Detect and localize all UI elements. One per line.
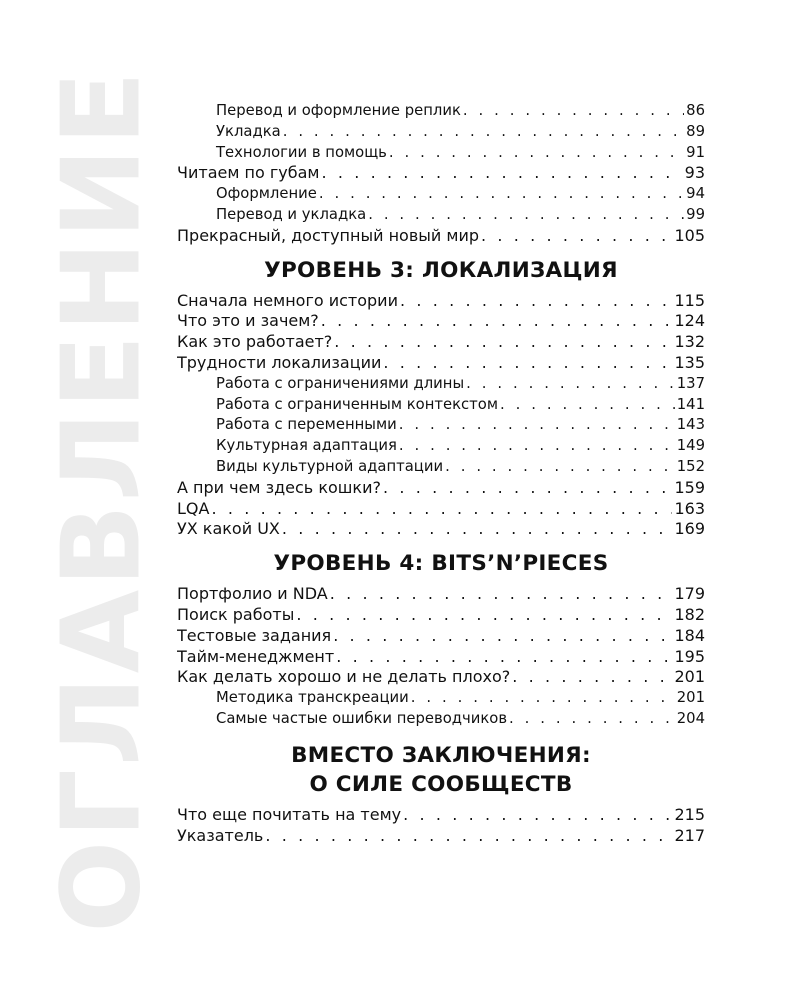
toc-group-level-3: [177, 291, 705, 541]
toc-entry-page: 124: [674, 311, 705, 331]
toc-entry-title: Указатель: [177, 825, 264, 845]
toc-leader-dots: [211, 499, 672, 520]
toc-leader-dots: [321, 311, 673, 332]
toc-entry-page: 115: [674, 290, 705, 310]
toc-leader-dots: [512, 667, 672, 688]
toc-entry-page: 182: [674, 604, 705, 624]
toc-leader-dots: [334, 332, 672, 353]
toc-entry-title: Тайм-менеджмент: [177, 646, 335, 666]
toc-leader-dots: [400, 291, 672, 312]
toc-entry-page: 132: [674, 332, 705, 352]
toc-entry: [177, 709, 705, 730]
toc-entry: [177, 374, 705, 395]
toc-entry-page: 137: [676, 374, 705, 392]
toc-leader-dots: [500, 395, 675, 416]
toc-entry-title: Как это работает?: [177, 332, 333, 352]
toc-entry: [177, 584, 705, 605]
toc-entry-page: 94: [686, 185, 705, 203]
toc-entry-title: Технологии в помощь: [216, 143, 387, 161]
toc-entry-title: Виды культурной адаптации: [216, 457, 444, 475]
toc-entry-title: Трудности локализации: [177, 352, 382, 372]
toc-entry-page: 99: [686, 205, 705, 223]
toc-leader-dots: [411, 688, 675, 709]
toc-entry-page: 159: [674, 477, 705, 497]
toc-entry-title: Поиск работы: [177, 604, 295, 624]
toc-entry-title: УХ какой UX: [177, 519, 280, 539]
toc-entry-title: Самые частые ошибки переводчиков: [216, 709, 508, 727]
toc-entry-title: Культурная адаптация: [216, 437, 397, 455]
toc-entry: [177, 457, 705, 478]
toc-entry-page: 93: [684, 163, 705, 183]
toc-entry-title: Работа с ограниченным контекстом: [216, 395, 499, 413]
toc-entry-title: Методика транскреации: [216, 689, 409, 707]
toc-leader-dots: [445, 457, 675, 478]
toc-entry-page: 163: [674, 498, 705, 518]
toc-entry: [177, 395, 705, 416]
toc-group-conclusion: [177, 805, 705, 847]
toc-leader-dots: [399, 415, 675, 436]
toc-entry: [177, 226, 705, 247]
toc-group-level-4: [177, 584, 705, 730]
toc-entry-title: Что еще почитать на тему: [177, 804, 402, 824]
toc-entry-title: Перевод и оформление реплик: [216, 102, 461, 119]
toc-entry: [177, 478, 705, 499]
toc-entry: [177, 291, 705, 312]
toc-entry-page: 135: [674, 352, 705, 372]
section-heading-level-3: УРОВЕНЬ 3: ЛОКАЛИЗАЦИЯ: [264, 257, 618, 283]
toc-entry-title: Как делать хорошо и не делать плохо?: [177, 667, 511, 687]
section-heading-conclusion: [177, 741, 705, 799]
toc-entry: [177, 605, 705, 626]
toc-leader-dots: [265, 826, 672, 847]
toc-entry: [177, 143, 705, 164]
section-heading-level-4: УРОВЕНЬ 4: BITS’N’PIECES: [273, 551, 609, 577]
toc-entry: [177, 163, 705, 184]
toc-leader-dots: [481, 226, 672, 247]
toc-entry: [177, 626, 705, 647]
toc-leader-dots: [399, 436, 675, 457]
side-title-text: ОГЛАВЛЕНИЕ: [39, 67, 165, 933]
toc-entry: [177, 499, 705, 520]
toc-entry: [177, 311, 705, 332]
toc-entry-title: Укладка: [216, 122, 281, 140]
toc-leader-dots: [283, 122, 684, 143]
toc-entry: [177, 205, 705, 226]
toc-entry-page: 152: [676, 457, 705, 475]
toc-entry-page: 201: [674, 667, 705, 687]
toc-entry-title: Портфолио и NDA: [177, 584, 328, 604]
toc-entry: [177, 436, 705, 457]
toc-entry: [177, 647, 705, 668]
toc-leader-dots: [336, 647, 672, 668]
toc-entry-page: 141: [676, 395, 705, 413]
toc-leader-dots: [282, 519, 673, 540]
toc-leader-dots: [509, 709, 675, 730]
side-title-watermark: [39, 67, 165, 933]
toc-entry-title: Читаем по губам: [177, 163, 320, 183]
section-heading-conclusion-line1: ВМЕСТО ЗАКЛЮЧЕНИЯ:: [291, 742, 591, 768]
toc-entry-page: 91: [686, 143, 705, 161]
toc-entry-title: Прекрасный, доступный новый мир: [177, 225, 480, 245]
toc-entry: [177, 332, 705, 353]
toc-entry-page: 89: [686, 122, 705, 140]
toc-entry: [177, 415, 705, 436]
toc-entry: [177, 519, 705, 540]
toc-entry-page: 201: [676, 689, 705, 707]
toc-entry: [177, 184, 705, 205]
toc-entry-title: LQA: [177, 498, 210, 518]
toc-entry: [177, 805, 705, 826]
toc-leader-dots: [466, 374, 675, 395]
toc-leader-dots: [319, 184, 684, 205]
toc-entry-page: 179: [674, 584, 705, 604]
toc-entry-page: 149: [676, 437, 705, 455]
toc-entry: [177, 353, 705, 374]
toc-entry-page: 105: [674, 225, 705, 245]
toc-leader-dots: [368, 205, 684, 226]
toc-leader-dots: [321, 163, 682, 184]
section-heading-conclusion-line2: О СИЛЕ СООБЩЕСТВ: [309, 771, 573, 797]
toc-entry: [177, 826, 705, 847]
table-of-contents: [177, 101, 705, 846]
toc-entry-page: 143: [676, 416, 705, 434]
toc-leader-dots: [403, 805, 672, 826]
toc-entry-title: Что это и зачем?: [177, 311, 319, 331]
toc-entry-title: Оформление: [216, 185, 317, 203]
toc-entry: [177, 101, 705, 122]
toc-entry-title: Сначала немного истории: [177, 290, 398, 310]
toc-entry-page: 195: [674, 646, 705, 666]
toc-entry: [177, 667, 705, 688]
toc-entry-title: Перевод и укладка: [216, 205, 367, 223]
toc-entry: [177, 688, 705, 709]
toc-entry-page: 215: [674, 804, 705, 824]
toc-entry-page: 169: [674, 519, 705, 539]
toc-entry-title: Тестовые задания: [177, 625, 332, 645]
toc-leader-dots: [296, 605, 672, 626]
toc-entry-page: 217: [674, 825, 705, 845]
toc-leader-dots: [463, 101, 684, 122]
toc-entry-page: 184: [674, 625, 705, 645]
toc-leader-dots: [383, 353, 672, 374]
toc-leader-dots: [383, 478, 672, 499]
toc-entry: [177, 122, 705, 143]
toc-leader-dots: [389, 143, 684, 164]
toc-entry-page: 204: [676, 709, 705, 727]
toc-entry-page: 86: [686, 102, 705, 119]
toc-entry-title: Работа с переменными: [216, 416, 397, 434]
toc-group-top: [177, 101, 705, 247]
toc-leader-dots: [330, 584, 673, 605]
toc-entry-title: А при чем здесь кошки?: [177, 477, 381, 497]
toc-leader-dots: [333, 626, 672, 647]
toc-entry-title: Работа с ограничениями длины: [216, 374, 465, 392]
